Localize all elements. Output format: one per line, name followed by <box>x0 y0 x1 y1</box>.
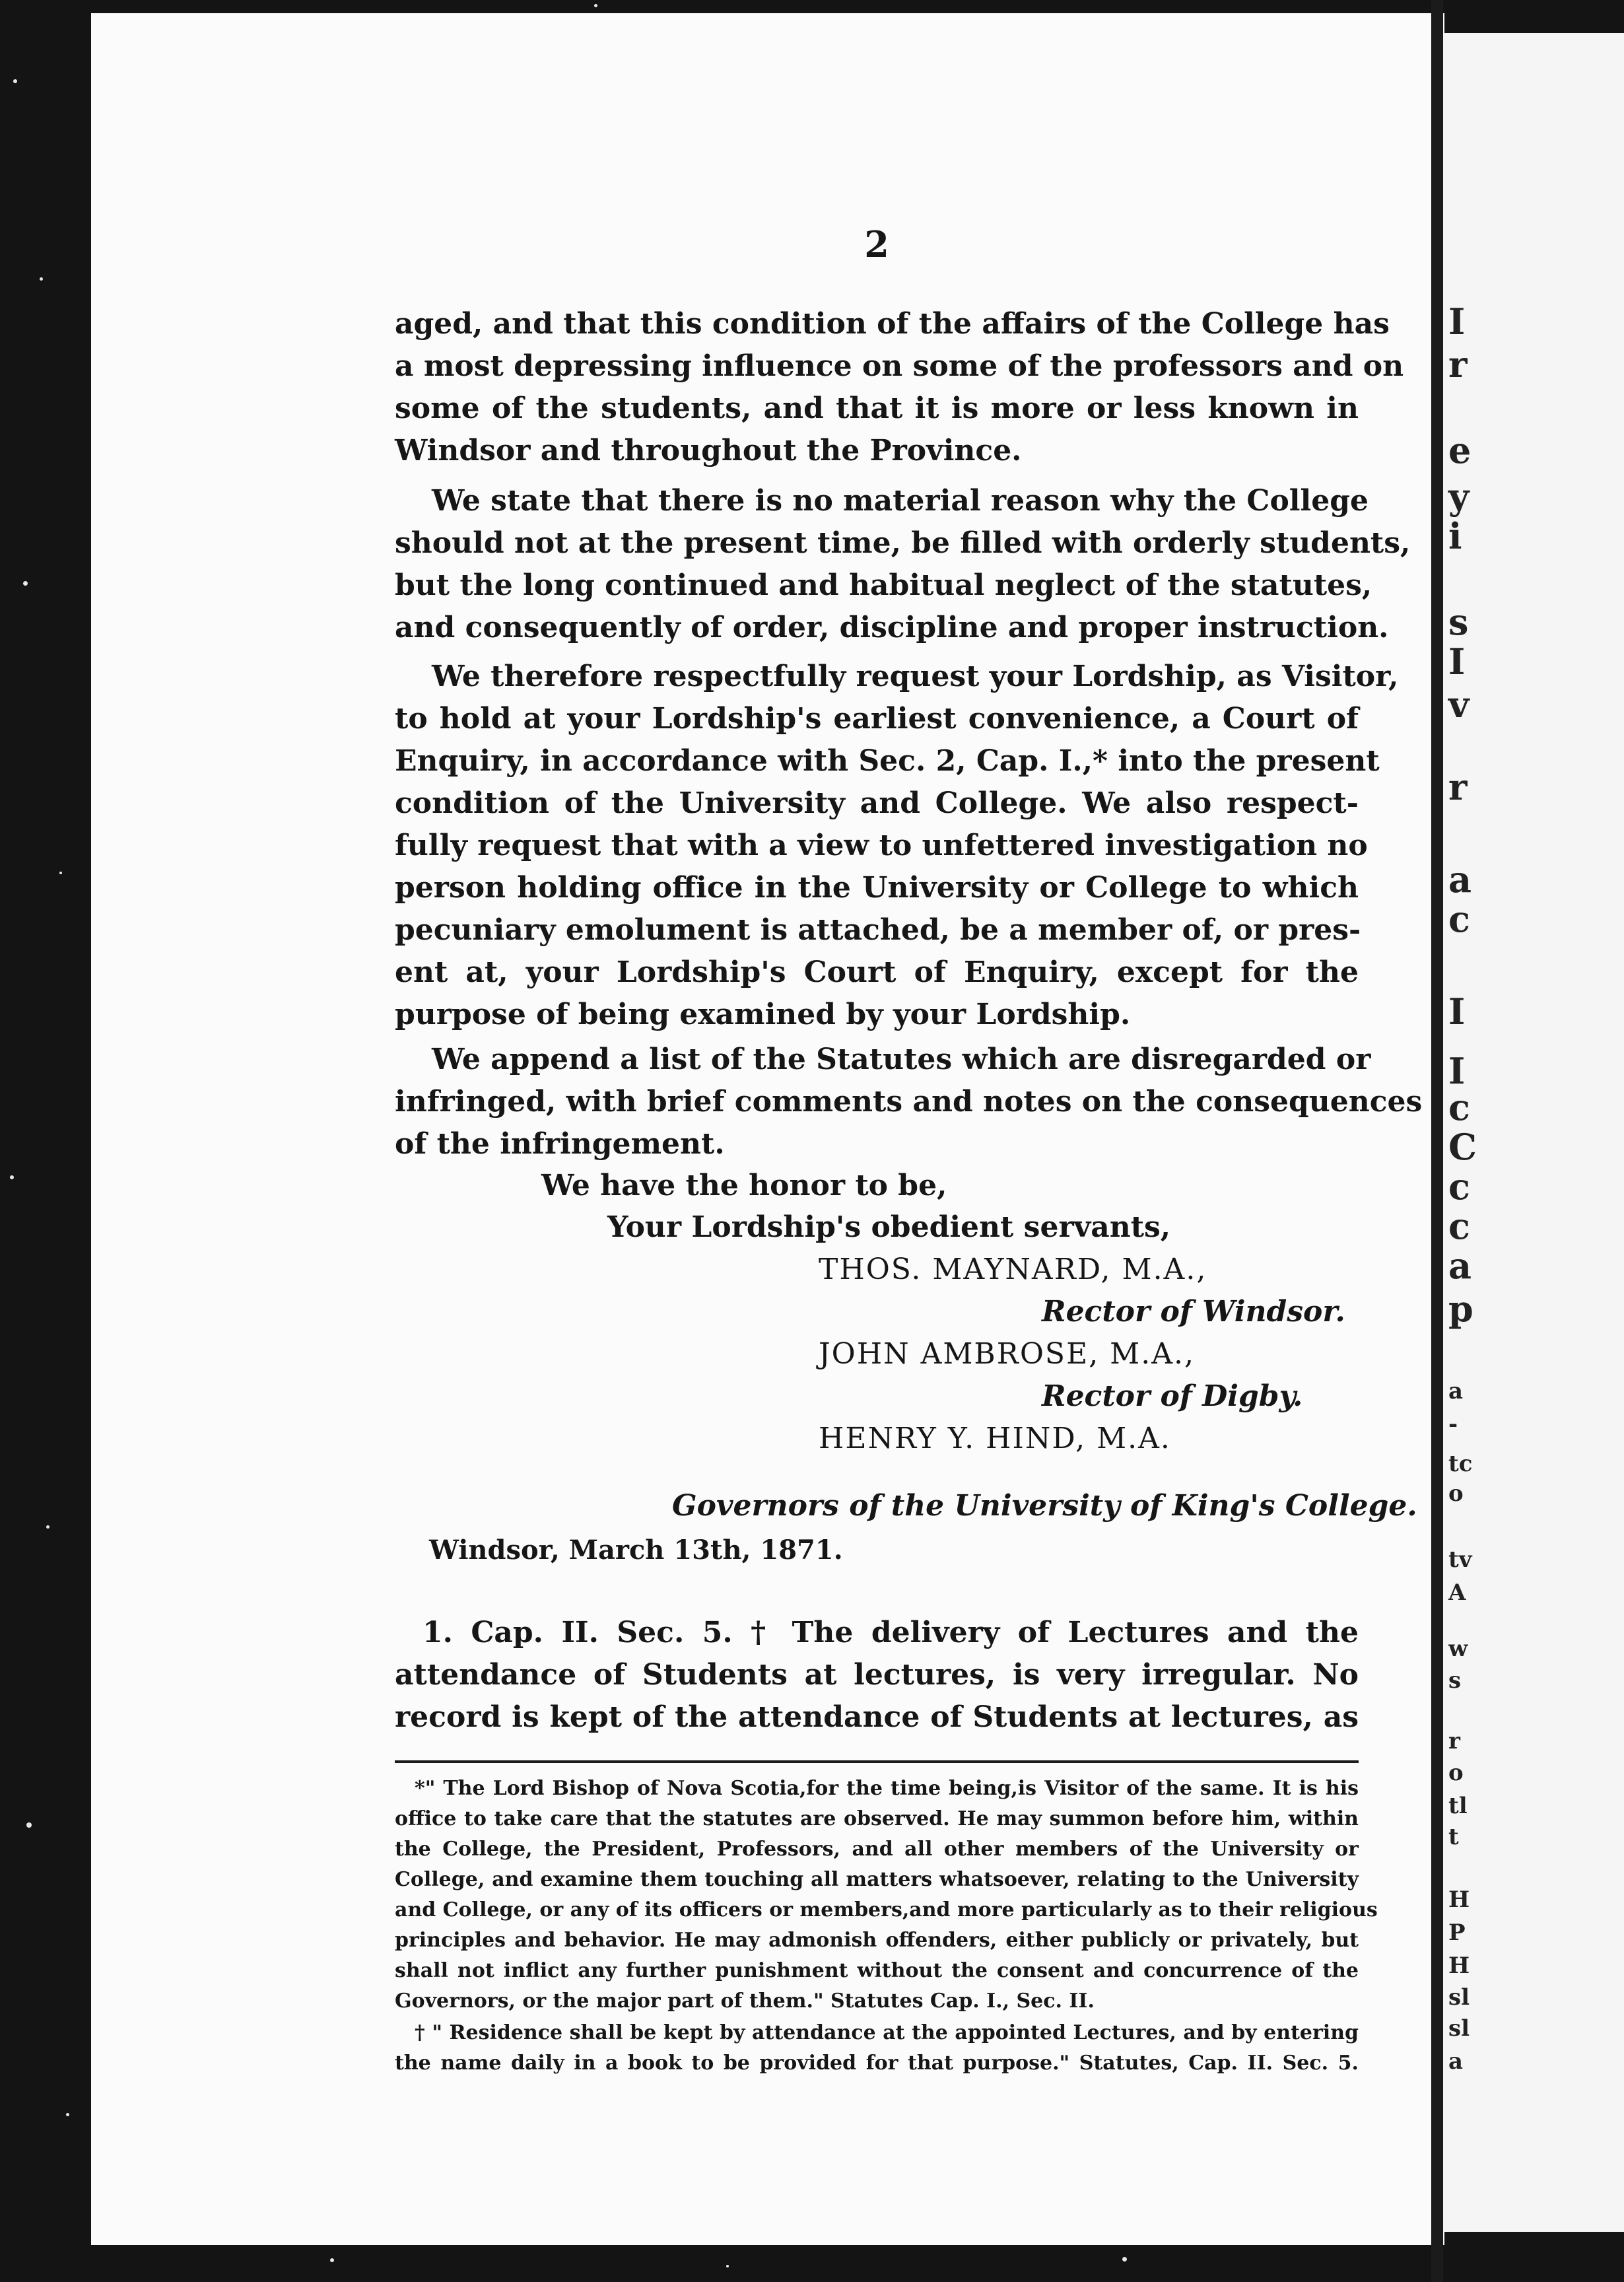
text-line: record is kept of the attendance of Students at lectures, as <box>395 1700 1359 1734</box>
edge-fragment: o <box>1448 1760 1464 1786</box>
text-line: 1. Cap. II. Sec. 5. † The delivery of Lectures and the <box>423 1616 1359 1649</box>
salutation: We have the honor to be, <box>541 1169 947 1202</box>
edge-fragment: y <box>1448 475 1470 518</box>
signatory-name: THOS. MAYNARD, M.A., <box>819 1253 1207 1286</box>
edge-fragment: p <box>1448 1288 1473 1330</box>
edge-fragment: - <box>1448 1411 1458 1437</box>
edge-fragment: a <box>1448 858 1472 901</box>
edge-fragment: tc <box>1448 1451 1473 1477</box>
text-line: attendance of Students at lectures, is very irregular. No <box>395 1658 1359 1692</box>
edge-fragment: r <box>1448 1728 1460 1754</box>
footnote-line: office to take care that the statutes are observed. He may summon before him, within <box>395 1807 1359 1830</box>
edge-fragment: c <box>1448 1205 1470 1247</box>
edge-fragment: c <box>1448 1086 1470 1128</box>
edge-fragment: c <box>1448 898 1470 940</box>
place-and-date: Windsor, March 13th, 1871. <box>429 1535 843 1566</box>
text-line: condition of the University and College. We also respect- <box>395 786 1359 820</box>
edge-fragment: w <box>1448 1636 1468 1662</box>
valediction: Your Lordship's obedient servants, <box>607 1210 1171 1244</box>
document-page <box>91 13 1444 2245</box>
edge-fragment: r <box>1448 343 1468 386</box>
text-line: aged, and that this condition of the affairs of the College has <box>395 307 1390 341</box>
footnote-line: † " Residence shall be kept by attendance at the appointed Lectures, and by entering <box>415 2021 1359 2044</box>
footnote-line: shall not inflict any further punishment without the consent and concurrence of the <box>395 1959 1359 1982</box>
text-line: pecuniary emolument is attached, be a member of, or pres- <box>395 913 1361 947</box>
edge-fragment: I <box>1448 300 1466 343</box>
edge-fragment: H <box>1448 1953 1470 1979</box>
edge-fragment: s <box>1448 601 1469 643</box>
footnote-line: and College, or any of its officers or members,and more particularly as to their religious <box>395 1898 1378 1921</box>
edge-fragment: o <box>1448 1480 1464 1507</box>
edge-fragment: I <box>1448 990 1466 1033</box>
footnote-rule <box>395 1760 1359 1763</box>
edge-fragment: sl <box>1448 1984 1470 2011</box>
edge-fragment: c <box>1448 1165 1470 1208</box>
governing-body: Governors of the University of King's College. <box>672 1489 1417 1523</box>
binding-gutter <box>1431 0 1443 2282</box>
adjacent-page-edge <box>1443 33 1624 2232</box>
footnote-line: *" The Lord Bishop of Nova Scotia,for the time being,is Visitor of the same. It is his <box>415 1777 1359 1800</box>
text-line: a most depressing influence on some of the professors and on <box>395 349 1404 383</box>
edge-fragment: r <box>1448 766 1468 808</box>
edge-fragment: sl <box>1448 2015 1470 2042</box>
footnote-line: the name daily in a book to be provided for that purpose." Statutes, Cap. II. Sec. 5. <box>395 2052 1359 2075</box>
text-line: and consequently of order, discipline and proper instruction. <box>395 611 1389 644</box>
signatory-title: Rector of Digby. <box>1042 1379 1303 1413</box>
edge-fragment: tl <box>1448 1793 1468 1819</box>
text-line: We append a list of the Statutes which are disregarded or <box>432 1043 1371 1076</box>
page-number: 2 <box>864 223 889 265</box>
edge-fragment: I <box>1448 640 1466 683</box>
text-line: purpose of being examined by your Lordship. <box>395 998 1131 1031</box>
text-line: some of the students, and that it is more or less known in <box>395 392 1359 425</box>
edge-fragment: C <box>1448 1126 1477 1168</box>
edge-fragment: s <box>1448 1667 1462 1694</box>
text-line: person holding office in the University or College to which <box>395 871 1359 905</box>
edge-fragment: a <box>1448 1245 1472 1287</box>
text-line: infringed, with brief comments and notes on the consequences <box>395 1085 1423 1119</box>
signatory-name: JOHN AMBROSE, M.A., <box>819 1337 1195 1371</box>
text-line: to hold at your Lordship's earliest convenience, a Court of <box>395 702 1359 736</box>
edge-fragment: A <box>1448 1579 1466 1606</box>
text-line: We therefore respectfully request your Lordship, as Visitor, <box>432 660 1399 693</box>
edge-fragment: tv <box>1448 1546 1472 1573</box>
edge-fragment: i <box>1448 515 1462 557</box>
text-line: Enquiry, in accordance with Sec. 2, Cap. I.,* into the present <box>395 744 1380 778</box>
text-line: of the infringement. <box>395 1127 725 1161</box>
footnote-line: the College, the President, Professors, and all other members of the University or <box>395 1838 1359 1861</box>
text-line: fully request that with a view to unfettered investigation no <box>395 829 1368 862</box>
footnote-line: principles and behavior. He may admonish offenders, either publicly or privately, but <box>395 1929 1359 1952</box>
text-line: ent at, your Lordship's Court of Enquiry, except for the <box>395 955 1359 989</box>
signatory-name: HENRY Y. HIND, M.A. <box>819 1422 1171 1455</box>
edge-fragment: a <box>1448 1378 1464 1404</box>
signatory-title: Rector of Windsor. <box>1042 1295 1345 1329</box>
text-line: We state that there is no material reason why the College <box>432 484 1369 518</box>
edge-fragment: I <box>1448 1050 1466 1092</box>
edge-fragment: e <box>1448 429 1472 471</box>
edge-fragment: H <box>1448 1886 1470 1913</box>
footnote-line: Governors, or the major part of them." Statutes Cap. I., Sec. II. <box>395 1989 1095 2013</box>
edge-fragment: a <box>1448 2048 1464 2075</box>
edge-fragment: t <box>1448 1824 1459 1850</box>
text-line: should not at the present time, be filled with orderly students, <box>395 526 1411 560</box>
text-line: but the long continued and habitual neglect of the statutes, <box>395 569 1372 602</box>
edge-fragment: P <box>1448 1919 1466 1946</box>
footnote-line: College, and examine them touching all matters whatsoever, relating to the University <box>395 1868 1359 1891</box>
edge-fragment: v <box>1448 683 1470 726</box>
text-line: Windsor and throughout the Province. <box>395 434 1022 467</box>
